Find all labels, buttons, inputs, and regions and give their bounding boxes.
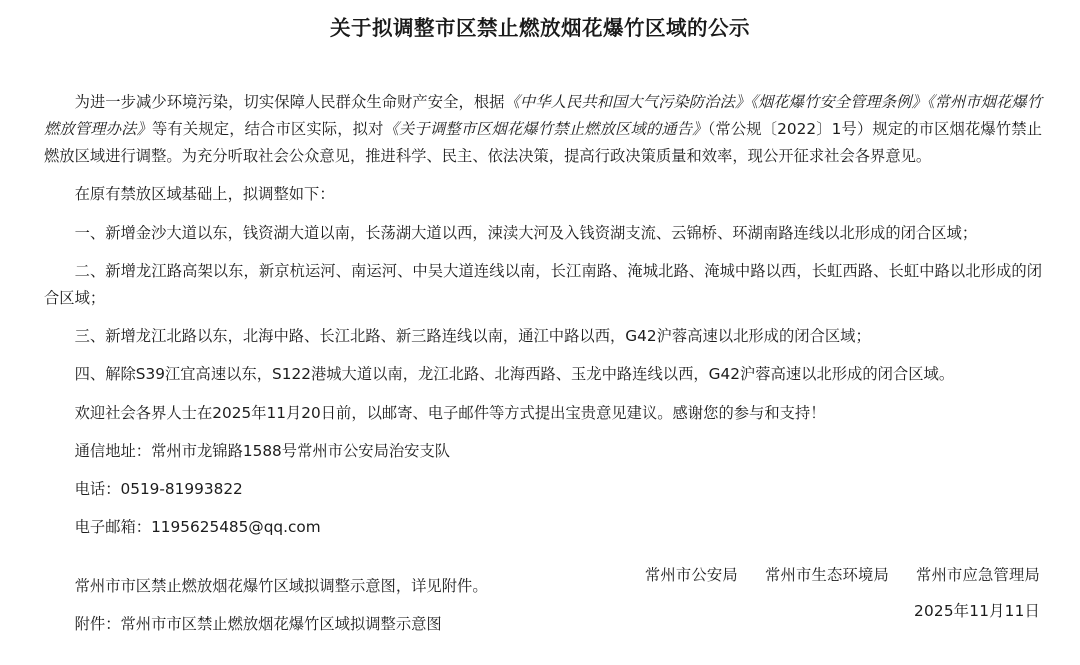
signing-org-environment: 常州市生态环境局 — [764, 566, 889, 584]
intro-text-part-2: 等有关规定，结合市区实际，拟对 — [152, 119, 384, 138]
paragraph-feedback-deadline: 欢迎社会各界人士在2025年11月20日前，以邮寄、电子邮件等方式提出宝贵意见建议。感谢您的参与和支持！ — [74, 403, 826, 422]
paragraph-phone: 电话：0519-81993822 — [74, 480, 243, 499]
law-reference-fireworks-safety: 《烟花爆竹安全管理条例》 — [750, 92, 927, 111]
paragraph-item-two: 二、新增龙江路高架以东，新京杭运河、南运河、中吴大道连线以南，长江南路、淹城北路、淹城中路以西，长虹西路、长虹中路以北形成的闭合区域； — [44, 261, 1042, 307]
paragraph-attachment-note: 常州市市区禁止燃放烟花爆竹区域拟调整示意图，详见附件。 — [74, 576, 488, 595]
signing-org-emergency: 常州市应急管理局 — [916, 566, 1040, 584]
law-reference-changzhou-measures: 《常州市烟花爆竹燃放管理办法》 — [44, 92, 1042, 138]
signing-organizations — [645, 563, 1040, 585]
page-title: 关于拟调整市区禁止燃放烟花爆竹区域的公示 — [330, 16, 750, 40]
paragraph-email: 电子邮箱：1195625485@qq.com — [74, 518, 321, 537]
intro-text-part-3: （常公规〔2022〕1号）规定的市区烟花爆竹禁止燃放区域进行调整。为充分听取社会公众意见，推进科学、民主、依法决策，提高行政决策质量和效率，现公开征求社会各界意见。 — [44, 119, 1042, 166]
intro-text-part-1: 为进一步减少环境污染，切实保障人民群众生命财产安全，根据 — [74, 92, 505, 111]
paragraph-item-one: 一、新增金沙大道以东，钱资湖大道以南，长荡湖大道以西，涑渎大河及入钱资湖支流、云锦桥、环湖南路连线以北形成的闭合区域； — [74, 223, 978, 242]
law-reference-2022-notice: 《关于调整市区烟花爆竹禁止燃放区域的通告》 — [383, 119, 708, 138]
signature-block — [645, 563, 1040, 621]
paragraph-item-four: 四、解除S39江宜高速以东，S122港城大道以南，龙江北路、北海西路、玉龙中路连线以西，G42沪蓉高速以北形成的闭合区域。 — [74, 365, 955, 384]
paragraph-mailing-address: 通信地址：常州市龙锦路1588号常州市公安局治安支队 — [74, 441, 451, 460]
law-reference-air-pollution: 《中华人民共和国大气污染防治法》 — [504, 92, 751, 111]
signature-date: 2025年11月11日 — [914, 602, 1040, 620]
paragraph-item-three: 三、新增龙江北路以东，北海中路、长江北路、新三路连线以南，通江中路以西，G42沪蓉高速以北形成的闭合区域； — [74, 327, 871, 346]
paragraph-adjustment-lead: 在原有禁放区域基础上，拟调整如下： — [74, 185, 335, 204]
document-body — [0, 89, 1080, 638]
paragraph-attachment-title: 附件：常州市市区禁止燃放烟花爆竹区域拟调整示意图 — [74, 614, 442, 633]
signing-org-public-security: 常州市公安局 — [644, 566, 738, 584]
paragraph-intro — [44, 89, 1042, 171]
